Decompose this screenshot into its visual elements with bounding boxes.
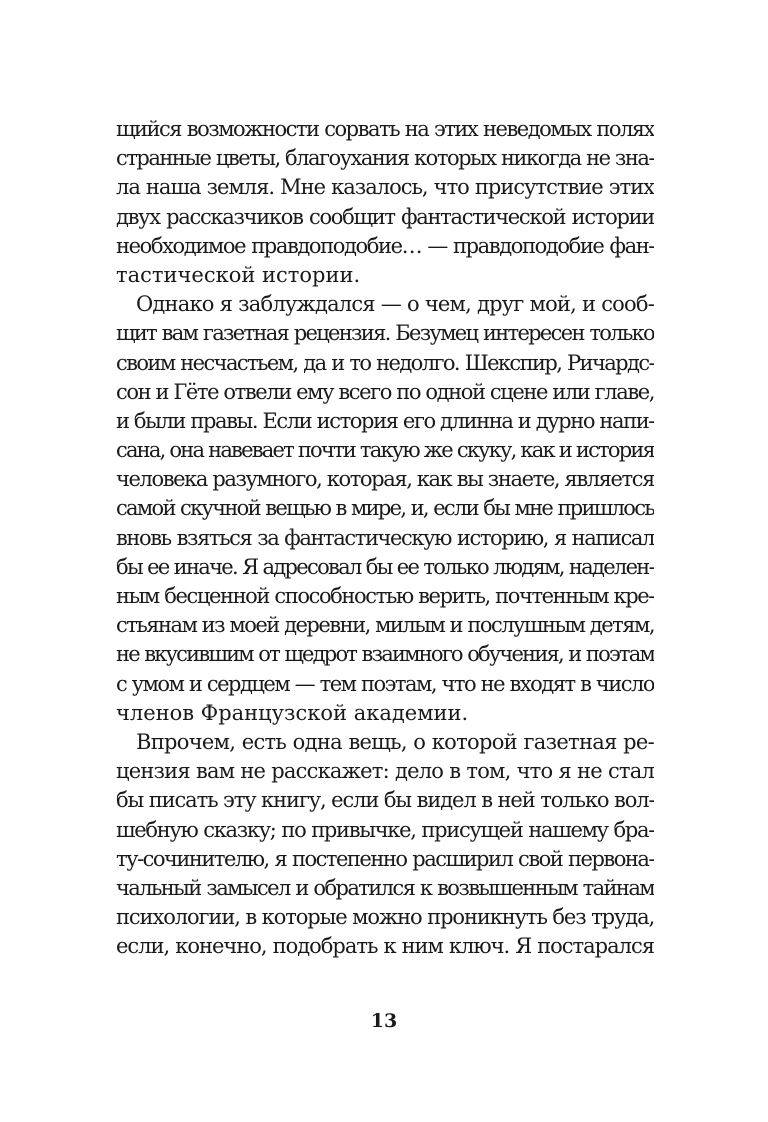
text-line: двух рассказчиков сообщит фантастической истории xyxy=(116,204,654,229)
text-line: и были правы. Если история его длинна и дурно напи- xyxy=(116,408,654,433)
text-line: своим несчастьем, да и то недолго. Шекспир, Ричардс- xyxy=(116,350,654,375)
text-line: если, конечно, подобрать к ним ключ. Я постарался xyxy=(116,934,654,959)
text-line: с умом и сердцем — тем поэтам, что не входят в число xyxy=(116,671,654,696)
body-text xyxy=(116,115,654,961)
page-number: 13 xyxy=(370,1010,398,1032)
text-line: шебную сказку; по привычке, присущей нашему бра- xyxy=(116,817,654,842)
text-line: цензия вам не расскажет: дело в том, что я не стал xyxy=(116,759,654,784)
text-line: бы писать эту книгу, если бы видел в ней только вол- xyxy=(116,788,654,813)
text-line: ла наша земля. Мне казалось, что присутствие этих xyxy=(116,175,654,200)
text-line: сон и Гёте отвели ему всего по одной сцене или главе, xyxy=(116,379,654,404)
text-line: ту-сочинителю, я постепенно расширил свой первона- xyxy=(116,846,654,871)
text-line: самой скучной вещью в мире, и, если бы мне пришлось xyxy=(116,496,654,521)
text-line: бы ее иначе. Я адресовал бы ее только людям, наделен- xyxy=(116,554,654,579)
text-line: членов Французской академии. xyxy=(116,700,469,725)
text-line: щит вам газетная рецензия. Безумец интересен только xyxy=(116,321,654,346)
text-line: стьянам из моей деревни, милым и послушным детям, xyxy=(116,613,654,638)
text-line: сана, она навевает почти такую же скуку, как и история xyxy=(116,438,654,463)
text-line: не вкусившим от щедрот взаимного обучения, и поэтам xyxy=(116,642,654,667)
text-line: чальный замысел и обратился к возвышенным тайнам xyxy=(116,875,654,900)
text-line: вновь взяться за фантастическую историю, я написал xyxy=(116,525,654,550)
text-line: тастической истории. xyxy=(116,262,361,287)
text-line: странные цветы, благоухания которых никогда не зна- xyxy=(116,146,654,171)
text-line: человека разумного, которая, как вы знаете, является xyxy=(116,467,654,492)
text-line: Впрочем, есть одна вещь, о которой газетная ре- xyxy=(136,729,654,754)
text-line: психологии, в которые можно проникнуть без труда, xyxy=(116,905,654,930)
text-line: ным бесценной способностью верить, почтенным кре- xyxy=(116,584,654,608)
text-line: щийся возможности сорвать на этих неведомых полях xyxy=(116,117,654,141)
text-line: необходимое правдоподобие… — правдоподобие фан- xyxy=(116,233,654,258)
text-line: Однако я заблуждался — о чем, друг мой, и сооб- xyxy=(136,292,654,317)
